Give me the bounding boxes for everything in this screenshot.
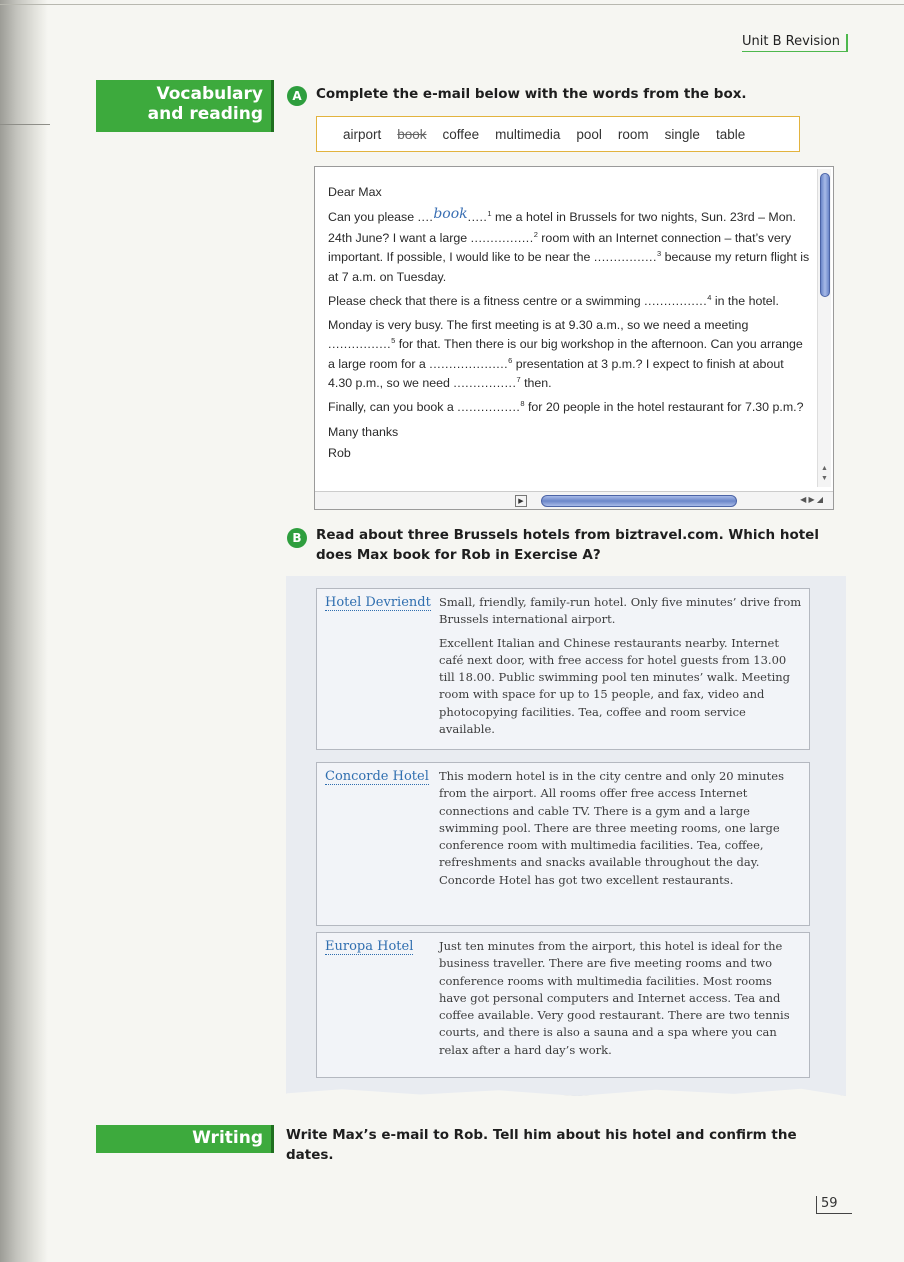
exercise-b-instruction: Read about three Brussels hotels from biztravel.com. Which hotel does Max book for Rob in Exercise A? — [316, 527, 819, 563]
exercise-a-badge: A — [287, 86, 307, 106]
left-rule — [0, 124, 50, 125]
writing-instruction: Write Max’s e-mail to Rob. Tell him about his hotel and confirm the dates. — [286, 1127, 797, 1163]
email-paragraph-3: Monday is very busy. The first meeting is at 9.30 a.m., so we need a meeting ................$^5$ for that. Then there is our big workshop in the afternoon. Can you arrange a large room for a ....................$^6$ presentation at 3 p.m.? I expect to finish at about 4.30 p.m., so we need ................$^7$ then. — [328, 318, 803, 391]
exercise-b-badge: B — [287, 528, 307, 548]
horizontal-scrollbar[interactable] — [315, 491, 833, 509]
book-spine-shadow — [0, 0, 48, 1262]
handwritten-answer: book — [433, 206, 468, 223]
email-signature: Rob — [328, 445, 351, 460]
hotel-name: Hotel Devriendt — [325, 595, 431, 610]
page-number: 59 — [816, 1196, 852, 1214]
page-nav-icon[interactable]: ▶ — [515, 495, 527, 507]
hotel-card-concorde — [316, 762, 810, 926]
exercise-a-instruction: Complete the e-mail below with the words from the box. — [316, 86, 747, 102]
word-box-item: airport — [343, 126, 382, 142]
email-window — [314, 166, 834, 510]
hotel-description: Small, friendly, family-run hotel. Only five minutes’ drive from Brussels international airport. Excellent Italian and Chinese restaurants nearby. Internet café next door, with free access for hotel guests from 13.00 till 18.00. Public swimming pool ten minutes’ walk. Meeting room with space for up to 15 people, and fax, video and photocopying facilities. Tea, coffee and room service available. — [439, 595, 802, 736]
horizontal-scroll-thumb[interactable] — [541, 495, 737, 507]
hotel-card-devriendt — [316, 588, 810, 750]
email-paragraph-2: Please check that there is a fitness centre or a swimming ................$^4$ in the hotel. — [328, 292, 779, 308]
scroll-up-icon[interactable]: ▲ — [821, 465, 828, 472]
vertical-scrollbar[interactable] — [817, 169, 831, 487]
hotel-card-europa — [316, 932, 810, 1078]
word-box-item: room — [617, 126, 649, 142]
word-box-item: pool — [576, 126, 602, 142]
section-tag-line1: Vocabulary — [156, 84, 263, 104]
top-rule — [0, 4, 904, 5]
hotel-description: This modern hotel is in the city centre and only 20 minutes from the airport. All rooms offer free access Internet connections and cable TV. There is a gym and a large swimming pool. There are three meeting rooms, one large conference room with multimedia facilities. Tea, coffee, refreshments and snacks available throughout the day. Concorde Hotel has got two excellent restaurants. — [439, 769, 784, 887]
word-box-item: table — [715, 126, 746, 142]
word-box-item: single — [664, 126, 700, 142]
section-tag-writing: Writing — [96, 1125, 274, 1153]
hotel-name: Europa Hotel — [325, 939, 414, 954]
email-closing: Many thanks — [328, 424, 399, 439]
section-tag-line2: and reading — [147, 104, 263, 125]
hotel-description: Just ten minutes from the airport, this hotel is ideal for the business traveller. There are five meeting rooms and two conference rooms with multimedia facilities. Most rooms have got personal computers and Internet access. Tea and coffee available. Very good restaurant. There are two tennis courts, and there is also a sauna and a spa where you can relax after a hard day’s work. — [439, 939, 790, 1057]
email-paragraph-4: Finally, can you book a ................$^8$ for 20 people in the hotel restaurant for 7.30 p.m.? — [328, 399, 804, 415]
scroll-down-icon[interactable]: ▼ — [821, 475, 828, 482]
hotel-name: Concorde Hotel — [325, 769, 429, 784]
unit-header: Unit B Revision — [742, 34, 848, 52]
vertical-scroll-thumb[interactable] — [820, 173, 830, 297]
word-box-item: coffee — [442, 126, 480, 142]
word-box-item-crossed: book — [397, 126, 427, 142]
email-paragraph-1: Can you please ....book.....$^1$ me a hotel in Brussels for two nights, Sun. 23rd – Mon. 24th June? I want a large ................$^2$ room with an Internet connection – that’s very important. If possible, I would like to be near the ................$^3$ because my return flight is at 7 a.m. on Tuesday. — [328, 206, 810, 284]
email-greeting: Dear Max — [328, 185, 382, 199]
word-box — [316, 116, 800, 152]
section-tag-vocabulary — [96, 80, 274, 132]
scroll-arrows-icon[interactable]: ◀ ▶ ◢ — [800, 495, 823, 504]
word-box-item: multimedia — [495, 126, 561, 142]
email-body — [328, 183, 810, 468]
